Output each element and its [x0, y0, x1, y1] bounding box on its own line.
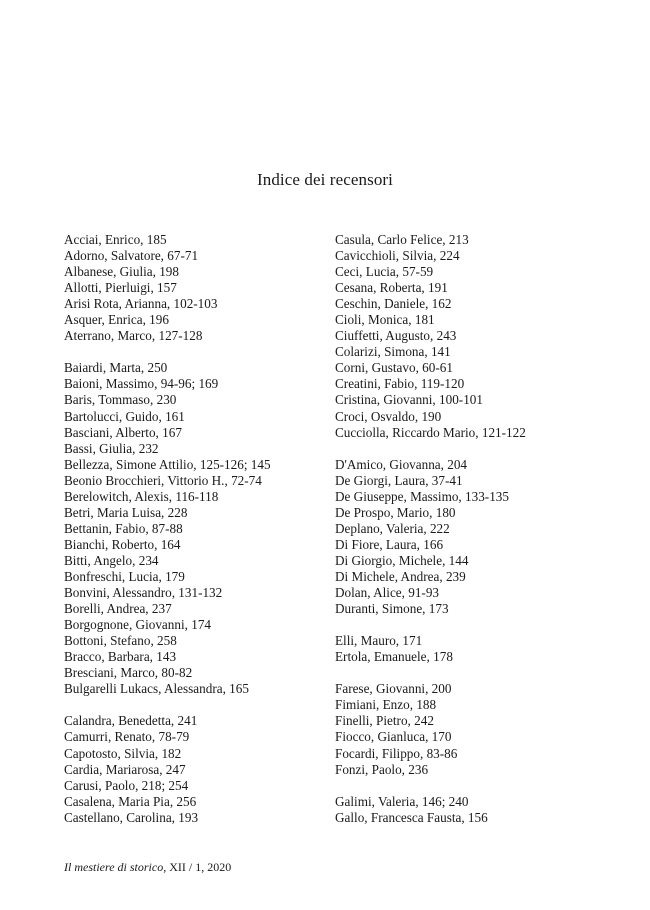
index-entry: Acciai, Enrico, 185 — [64, 232, 167, 247]
index-entry: Bianchi, Roberto, 164 — [64, 536, 181, 552]
index-entry: Di Giorgio, Michele, 144 — [335, 552, 469, 568]
index-entry: Fiocco, Gianluca, 170 — [335, 729, 452, 745]
index-entry: Bitti, Angelo, 234 — [64, 552, 159, 568]
index-entry: Bottoni, Stefano, 258 — [64, 633, 177, 649]
index-entry: Asquer, Enrica, 196 — [64, 312, 169, 328]
index-entry: D'Amico, Giovanna, 204 — [335, 456, 468, 472]
index-entry: Baioni, Massimo, 94-96; 169 — [64, 376, 219, 392]
index-entry: Farese, Giovanni, 200 — [335, 681, 452, 697]
index-entry: Creatini, Fabio, 119-120 — [335, 376, 465, 392]
index-entry: Bresciani, Marco, 80-82 — [64, 665, 193, 681]
index-entry: Bulgarelli Lukacs, Alessandra, 165 — [64, 681, 249, 697]
index-entry: Cavicchioli, Silvia, 224 — [335, 248, 460, 264]
page-footer — [64, 860, 231, 875]
index-entry: Finelli, Pietro, 242 — [335, 713, 434, 729]
index-entry: Beonio Brocchieri, Vittorio H., 72-74 — [64, 472, 262, 488]
index-entry: Betri, Maria Luisa, 228 — [64, 504, 188, 520]
index-entry: Gallo, Francesca Fausta, 156 — [335, 809, 488, 825]
index-entry: Bettanin, Fabio, 87-88 — [64, 520, 183, 536]
index-entry: Cristina, Giovanni, 100-101 — [335, 392, 483, 408]
index-entry: Dolan, Alice, 91-93 — [335, 585, 440, 601]
index-entry: Cesana, Roberta, 191 — [335, 280, 448, 296]
index-entry: Calandra, Benedetta, 241 — [64, 713, 198, 729]
index-entry: Cioli, Monica, 181 — [335, 312, 435, 328]
page-title: Indice dei recensori — [256, 170, 394, 189]
index-entry: Berelowitch, Alexis, 116-118 — [64, 488, 219, 504]
index-column-right — [335, 232, 526, 826]
footer-issue: , XII / 1, 2020 — [163, 860, 232, 874]
index-entry: Corni, Gustavo, 60-61 — [335, 360, 453, 376]
index-entry: Baiardi, Marta, 250 — [64, 360, 168, 376]
index-entry: Camurri, Renato, 78-79 — [64, 729, 190, 745]
index-entry: Casula, Carlo Felice, 213 — [335, 232, 469, 247]
group-separator — [64, 697, 271, 713]
index-entry: Duranti, Simone, 173 — [335, 601, 449, 617]
index-entry: Casalena, Maria Pia, 256 — [64, 793, 197, 809]
index-entry: Allotti, Pierluigi, 157 — [64, 280, 177, 296]
index-entry: Deplano, Valeria, 222 — [335, 520, 450, 536]
index-entry: Carusi, Paolo, 218; 254 — [64, 777, 189, 793]
index-entry: Baris, Tommaso, 230 — [64, 392, 177, 408]
group-separator — [335, 778, 526, 794]
index-entry: Ciuffetti, Augusto, 243 — [335, 328, 457, 344]
index-entry: Borgognone, Giovanni, 174 — [64, 617, 212, 633]
index-entry: Ertola, Emanuele, 178 — [335, 649, 453, 665]
index-entry: Fimiani, Enzo, 188 — [335, 697, 437, 713]
index-entry: Bonvini, Alessandro, 131-132 — [64, 585, 223, 601]
group-separator — [64, 344, 271, 360]
index-entry: Adorno, Salvatore, 67-71 — [64, 248, 199, 264]
index-entry: Basciani, Alberto, 167 — [64, 424, 182, 440]
index-entry: Cardia, Mariarosa, 247 — [64, 761, 186, 777]
index-entry: De Giuseppe, Massimo, 133-135 — [335, 488, 509, 504]
index-entry: Albanese, Giulia, 198 — [64, 264, 179, 280]
index-entry: Capotosto, Silvia, 182 — [64, 745, 182, 761]
index-entry: Bassi, Giulia, 232 — [64, 440, 159, 456]
index-entry: Bellezza, Simone Attilio, 125-126; 145 — [64, 456, 271, 472]
index-entry: Borelli, Andrea, 237 — [64, 601, 172, 617]
index-entry: Castellano, Carolina, 193 — [64, 809, 199, 825]
footer-journal-title: Il mestiere di storico — [64, 860, 164, 874]
index-entry: Focardi, Filippo, 83-86 — [335, 745, 458, 761]
index-entry: Di Fiore, Laura, 166 — [335, 536, 444, 552]
index-entry: Bracco, Barbara, 143 — [64, 649, 177, 665]
group-separator — [335, 665, 526, 681]
index-entry: De Prospo, Mario, 180 — [335, 504, 456, 520]
index-entry: Arisi Rota, Arianna, 102-103 — [64, 296, 218, 312]
index-entry: Ceschin, Daniele, 162 — [335, 296, 452, 312]
index-entry: Bartolucci, Guido, 161 — [64, 408, 185, 424]
index-entry: Croci, Osvaldo, 190 — [335, 408, 442, 424]
index-entry: Cucciolla, Riccardo Mario, 121-122 — [335, 424, 526, 440]
group-separator — [335, 441, 526, 457]
index-column-left — [64, 232, 271, 826]
group-separator — [335, 617, 526, 633]
index-entry: Fonzi, Paolo, 236 — [335, 761, 429, 777]
index-entry: Di Michele, Andrea, 239 — [335, 568, 466, 584]
index-entry: Galimi, Valeria, 146; 240 — [335, 793, 469, 809]
index-entry: Colarizi, Simona, 141 — [335, 344, 451, 360]
index-entry: Elli, Mauro, 171 — [335, 633, 423, 649]
index-entry: Ceci, Lucia, 57-59 — [335, 264, 434, 280]
index-entry: Aterrano, Marco, 127-128 — [64, 328, 203, 344]
index-entry: Bonfreschi, Lucia, 179 — [64, 568, 185, 584]
index-entry: De Giorgi, Laura, 37-41 — [335, 472, 463, 488]
